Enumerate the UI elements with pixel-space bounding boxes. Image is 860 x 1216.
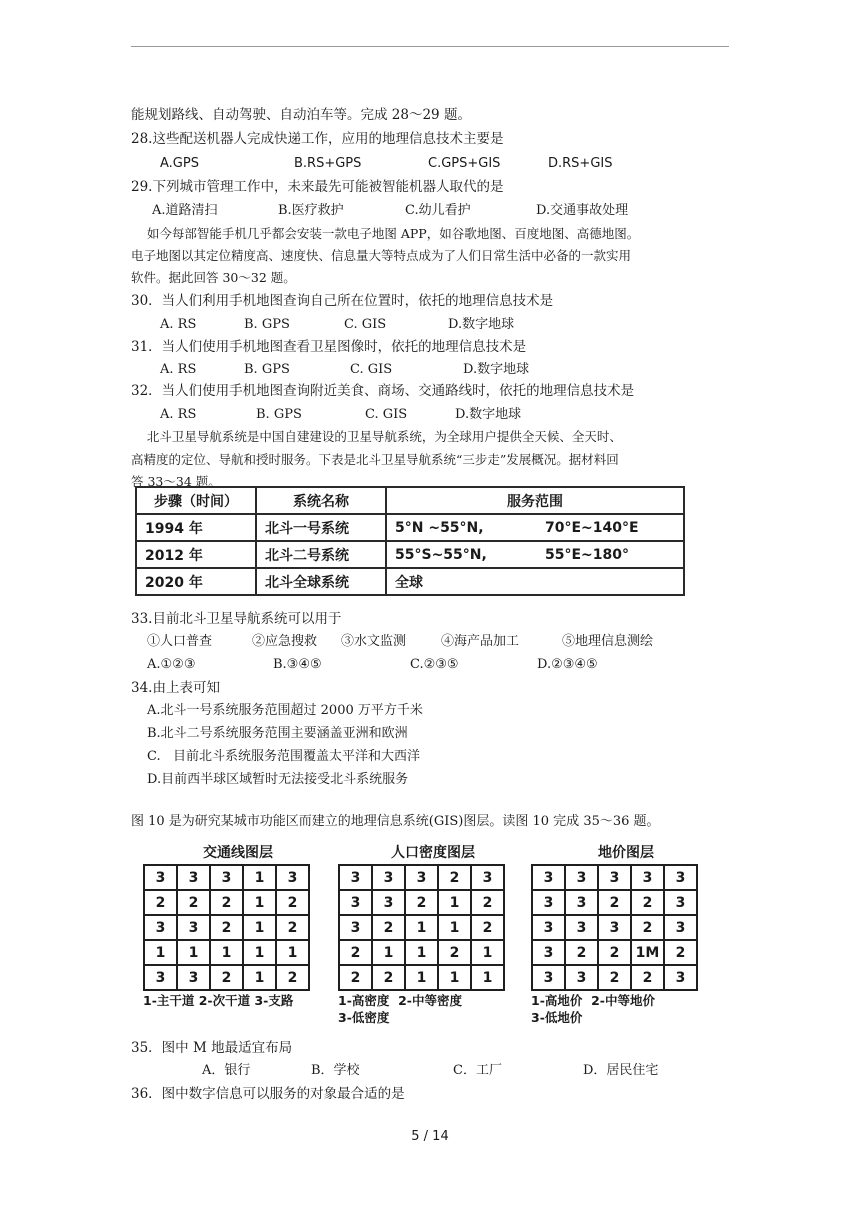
intro-tail: 能规划路线、自动驾驶、自动泊车等。完成 28～29 题。 [131,107,471,123]
coverage-longitude: 70°E~140°E [545,519,639,536]
table-cell-coverage [386,568,684,595]
grid-cell: 3 [210,865,243,890]
gis-grid [531,864,698,991]
question-36-stem: 36．图中数字信息可以服务的对象最合适的是 [131,1086,405,1102]
q29-option-d: D.交通事故处理 [536,203,629,218]
q28-option-b: B.RS+GPS [294,156,362,171]
grid-cell: 3 [598,915,631,940]
grid-cell: 3 [339,915,372,940]
passage-map-line-2: 电子地图以其定位精度高、速度快、信息量大等特点成为了人们日常生活中必备的一款实用 [131,248,632,263]
q31-option-c: C. GIS [350,362,393,377]
gis-legend: 1-高密度 2-中等密度 [338,993,462,1008]
q33-option-a: A.①②③ [147,657,196,672]
question-29-stem: 29.下列城市管理工作中，未来最先可能被智能机器人取代的是 [131,179,504,195]
grid-cell: 2 [598,940,631,965]
q35-option-c: C．工厂 [453,1063,502,1078]
grid-cell-m: 1M [631,940,664,965]
grid-cell: 1 [438,890,471,915]
grid-cell: 3 [565,865,598,890]
q33-option-d: D.②③④⑤ [537,657,598,672]
question-28-stem: 28.这些配送机器人完成快递工作，应用的地理信息技术主要是 [131,131,504,147]
grid-cell: 2 [144,890,177,915]
q30-option-b: B. GPS [244,317,290,332]
q34-option-a: A.北斗一号系统服务范围超过 2000 万平方千米 [147,703,423,718]
q34-option-c: C. 目前北斗系统服务范围覆盖太平洋和大西洋 [147,749,421,764]
q31-option-a: A. RS [160,362,197,377]
grid-cell: 1 [372,940,405,965]
grid-cell: 2 [438,865,471,890]
grid-cell: 1 [405,915,438,940]
grid-cell: 1 [243,865,276,890]
table-cell-system: 北斗一号系统 [256,514,386,541]
table-row [136,568,684,595]
grid-cell: 3 [144,865,177,890]
gis-layer-traffic [143,842,333,1022]
q31-option-d: D.数字地球 [463,362,530,377]
grid-cell: 2 [471,915,504,940]
table-row [136,514,684,541]
grid-cell: 1 [471,965,504,990]
question-32-stem: 32．当人们使用手机地图查询附近美食、商场、交通路线时，依托的地理信息技术是 [131,383,635,399]
grid-cell: 1 [438,965,471,990]
q33-item-4: ④海产品加工 [441,634,520,649]
grid-cell: 1 [438,915,471,940]
beidou-table [135,486,685,596]
grid-cell: 2 [177,890,210,915]
coverage-longitude: 55°E~180° [545,546,629,563]
grid-cell: 2 [276,890,309,915]
grid-cell: 1 [177,940,210,965]
gis-layer-population [338,842,528,1025]
q33-item-2: ②应急搜救 [252,634,318,649]
table-header-row [136,487,684,514]
grid-cell: 3 [565,915,598,940]
question-33-stem: 33.目前北斗卫星导航系统可以用于 [131,611,342,627]
q30-option-a: A. RS [160,317,197,332]
grid-cell: 2 [372,965,405,990]
grid-cell: 3 [664,965,697,990]
grid-cell: 3 [177,965,210,990]
gis-layer-land-price [531,842,721,1025]
coverage-latitude: 55°S~55°N, [395,546,487,563]
gis-grid [338,864,505,991]
table-cell-year: 1994 年 [136,514,256,541]
grid-cell: 1 [243,890,276,915]
grid-cell: 2 [631,890,664,915]
grid-cell: 3 [339,890,372,915]
grid-cell: 1 [210,940,243,965]
grid-cell: 2 [339,965,372,990]
q34-option-d: D.目前西半球区域暂时无法接受北斗系统服务 [147,772,409,787]
grid-cell: 2 [276,915,309,940]
q35-option-b: B．学校 [311,1063,360,1078]
gis-legend: 3-低地价 [531,1010,583,1025]
grid-cell: 3 [532,965,565,990]
page-number: 5 / 14 [411,1129,449,1144]
q35-option-a: A．银行 [202,1063,251,1078]
table-cell-system: 北斗全球系统 [256,568,386,595]
header-rule [131,46,729,47]
grid-cell: 3 [532,915,565,940]
grid-cell: 1 [144,940,177,965]
table-cell-year: 2012 年 [136,541,256,568]
grid-cell: 3 [372,890,405,915]
grid-cell: 3 [532,865,565,890]
grid-cell: 3 [664,915,697,940]
q29-option-b: B.医疗救护 [278,203,344,218]
gis-layer-title: 地价图层 [598,845,654,861]
question-30-stem: 30．当人们利用手机地图查询自己所在位置时，依托的地理信息技术是 [131,293,554,309]
q30-option-c: C. GIS [344,317,387,332]
passage-map-line-3: 软件。据此回答 30～32 题。 [131,270,296,285]
q32-option-c: C. GIS [365,407,408,422]
grid-cell: 1 [276,940,309,965]
table-cell-system: 北斗二号系统 [256,541,386,568]
passage-beidou-line-2: 高精度的定位、导航和授时服务。下表是北斗卫星导航系统“三步走”发展概况。据材料回 [131,452,619,467]
grid-cell: 3 [405,865,438,890]
grid-cell: 2 [598,890,631,915]
grid-cell: 1 [243,965,276,990]
grid-cell: 1 [243,915,276,940]
table-header-system: 系统名称 [256,487,386,514]
grid-cell: 2 [631,915,664,940]
q28-option-c: C.GPS+GIS [428,156,501,171]
table-cell-year: 2020 年 [136,568,256,595]
grid-cell: 2 [210,965,243,990]
grid-cell: 3 [177,915,210,940]
grid-cell: 2 [664,940,697,965]
grid-cell: 3 [144,915,177,940]
grid-cell: 3 [144,965,177,990]
q32-option-d: D.数字地球 [455,407,522,422]
passage-beidou-line-1: 北斗卫星导航系统是中国自建建设的卫星导航系统，为全球用户提供全天候、全天时、 [131,429,622,444]
passage-map-line-1: 如今每部智能手机几乎都会安装一款电子地图 APP，如谷歌地图、百度地图、高德地图。 [131,226,640,241]
passage-beidou-line-3: 答 33～34 题。 [131,474,221,489]
q28-option-a: A.GPS [160,156,199,171]
question-34-stem: 34.由上表可知 [131,680,220,696]
grid-cell: 2 [339,940,372,965]
grid-cell: 1 [405,965,438,990]
table-header-step: 步骤（时间） [136,487,256,514]
grid-cell: 1 [405,940,438,965]
grid-cell: 3 [532,940,565,965]
grid-cell: 1 [243,940,276,965]
grid-cell: 1 [471,940,504,965]
grid-cell: 3 [664,865,697,890]
figure-10-intro: 图 10 是为研究某城市功能区而建立的地理信息系统(GIS)图层。读图 10 完成 35～36 题。 [131,814,660,829]
table-header-coverage: 服务范围 [386,487,684,514]
q33-item-3: ③水文监测 [341,634,407,649]
grid-cell: 2 [372,915,405,940]
grid-cell: 3 [598,865,631,890]
q33-option-c: C.②③⑤ [410,657,459,672]
gis-legend: 3-低密度 [338,1010,390,1025]
q33-item-1: ①人口普查 [147,634,213,649]
grid-cell: 3 [177,865,210,890]
grid-cell: 2 [565,940,598,965]
grid-cell: 3 [339,865,372,890]
grid-cell: 2 [210,890,243,915]
q33-option-b: B.③④⑤ [273,657,322,672]
grid-cell: 3 [532,890,565,915]
grid-cell: 3 [664,890,697,915]
q28-option-d: D.RS+GIS [548,156,613,171]
grid-cell: 2 [438,940,471,965]
q29-option-a: A.道路清扫 [152,203,218,218]
gis-grid [143,864,310,991]
grid-cell: 3 [565,890,598,915]
grid-cell: 2 [405,890,438,915]
table-cell-coverage [386,514,684,541]
grid-cell: 2 [276,965,309,990]
gis-layer-title: 交通线图层 [203,845,273,861]
q35-option-d: D．居民住宅 [583,1063,659,1078]
q32-option-a: A. RS [160,407,197,422]
grid-cell: 2 [598,965,631,990]
coverage-latitude: 全球 [395,574,423,591]
q32-option-b: B. GPS [256,407,302,422]
q31-option-b: B. GPS [244,362,290,377]
grid-cell: 3 [372,865,405,890]
grid-cell: 2 [210,915,243,940]
grid-cell: 3 [631,865,664,890]
grid-cell: 3 [471,865,504,890]
q30-option-d: D.数字地球 [448,317,515,332]
q29-option-c: C.幼儿看护 [405,203,471,218]
gis-legend: 1-高地价 2-中等地价 [531,993,655,1008]
grid-cell: 3 [565,965,598,990]
table-row [136,541,684,568]
grid-cell: 2 [631,965,664,990]
question-35-stem: 35．图中 M 地最适宜布局 [131,1040,293,1056]
q33-item-5: ⑤地理信息测绘 [562,634,654,649]
grid-cell: 2 [471,890,504,915]
gis-layer-title: 人口密度图层 [391,845,475,861]
question-31-stem: 31．当人们使用手机地图查看卫星图像时，依托的地理信息技术是 [131,339,527,355]
gis-legend: 1-主干道 2-次干道 3-支路 [143,993,294,1008]
grid-cell: 3 [276,865,309,890]
q34-option-b: B.北斗二号系统服务范围主要涵盖亚洲和欧洲 [147,726,408,741]
coverage-latitude: 5°N ~55°N, [395,519,484,536]
table-cell-coverage [386,541,684,568]
